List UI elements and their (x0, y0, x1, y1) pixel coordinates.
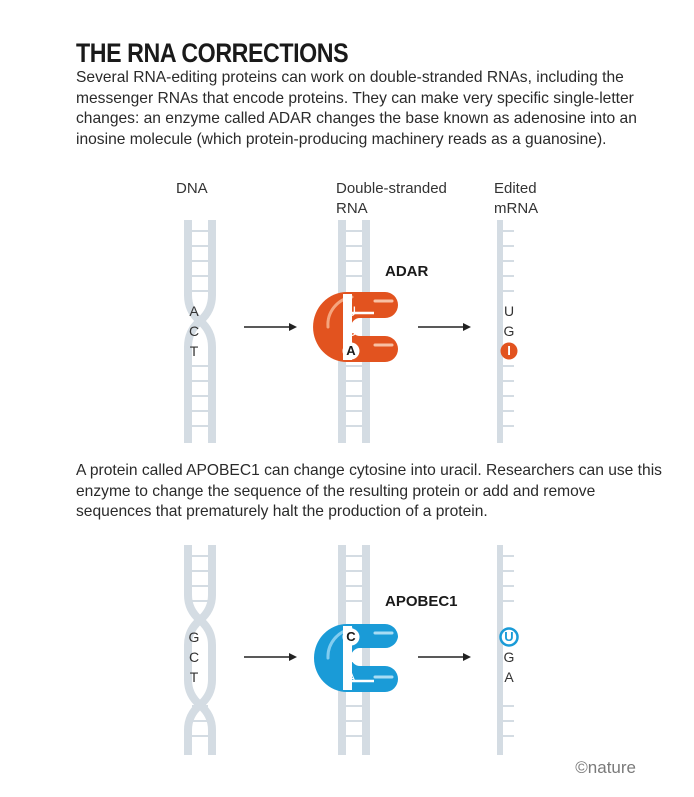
adar-dna-base-3: T (189, 343, 199, 359)
dsrna-column-label-line1: Double-stranded (336, 180, 447, 197)
adar-edited-base-1: U (503, 303, 515, 319)
apobec-dna-base-2: C (188, 649, 200, 665)
apobec-rna-base-3: A (346, 669, 356, 685)
apobec-rna-base-target: C (346, 629, 356, 644)
adar-edited-base-3: I (507, 343, 511, 358)
apobec-rna-base-2: G (345, 649, 357, 665)
adar-dna-base-1: A (189, 303, 199, 319)
adar-rna-base-1: U (345, 303, 357, 319)
apobec-edited-base-1: U (504, 629, 514, 644)
intro-paragraph: Several RNA-editing proteins can work on double-stranded RNAs, including the messenger RNAs that encode proteins. They can make very specific single-letter changes: an enzyme called ADAR changes the base known as adenosine into an inosine molecule (which protein-producing machinery reads as a guanosine). (76, 69, 637, 148)
edited-column-label-line2: mRNA (494, 200, 539, 217)
page-title: THE RNA CORRECTIONS (76, 38, 349, 68)
apobec-enzyme-label: APOBEC1 (385, 593, 458, 610)
apobec-paragraph: A protein called APOBEC1 can change cytosine into uracil. Researchers can use this enzyme to change the sequence of the resulting protein or add and remove sequences that prematurely halt the production of a protein. (76, 462, 662, 520)
dna-column-label: DNA (176, 180, 208, 197)
apobec-dna-base-3: T (189, 669, 199, 685)
edited-column-label-line1: Edited (494, 180, 537, 197)
dsrna-column-label-line2: RNA (336, 200, 368, 217)
adar-rna-base-2: G (345, 323, 357, 339)
adar-arrow-1 (244, 323, 297, 331)
nature-credit: ©nature (575, 758, 636, 777)
apobec-arrow-1 (244, 653, 297, 661)
adar-arrow-2 (418, 323, 471, 331)
apobec-arrow-2 (418, 653, 471, 661)
adar-enzyme-label: ADAR (385, 263, 429, 280)
adar-dna-base-2: C (188, 323, 200, 339)
adar-rna-base-target: A (346, 343, 356, 358)
apobec-dna-base-1: G (188, 629, 200, 645)
apobec-edited-base-3: A (504, 669, 514, 685)
apobec-edited-base-2: G (503, 649, 515, 665)
adar-edited-base-2: G (503, 323, 515, 339)
